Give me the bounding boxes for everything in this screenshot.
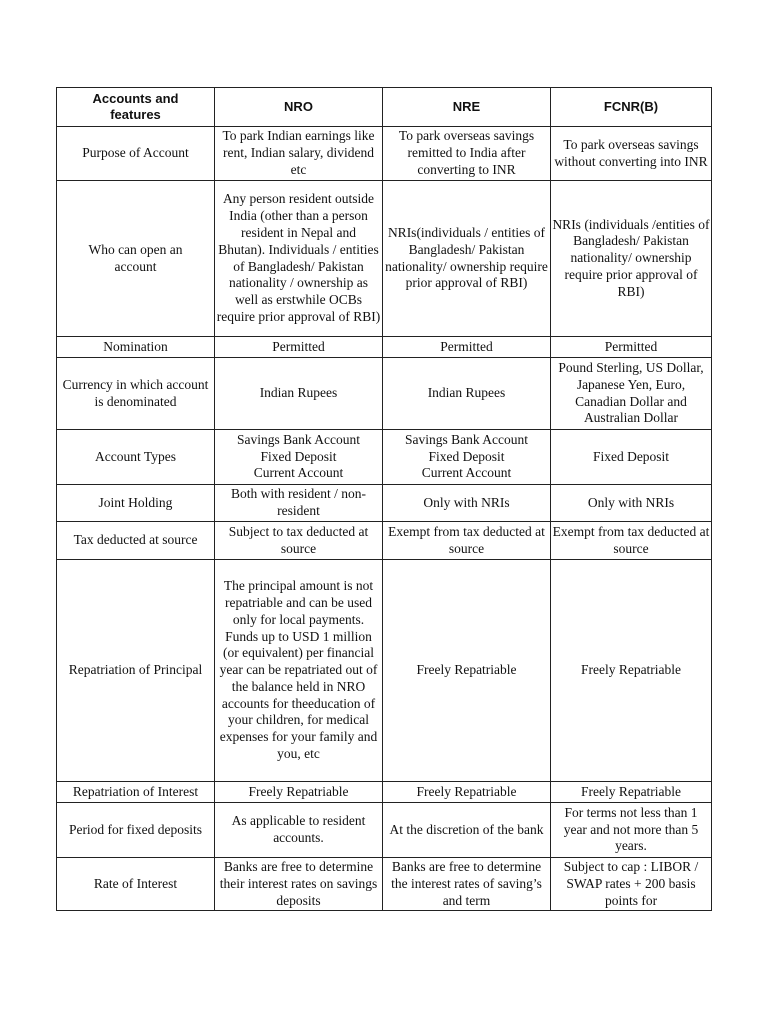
fcnr-cell: Pound Sterling, US Dollar, Japanese Yen, Euro, Canadian Dollar and Australian Dollar: [551, 358, 712, 430]
feature-cell: Tax deducted at source: [57, 522, 215, 560]
nro-cell: Both with resident / non-resident: [215, 485, 383, 522]
feature-cell: Nomination: [57, 337, 215, 358]
feature-cell: [57, 858, 215, 911]
nro-cell: Permitted: [215, 337, 383, 358]
nro-cell: [215, 858, 383, 911]
nre-cell: To park overseas savings remitted to India after converting to INR: [383, 127, 551, 181]
nro-cell: Any person resident outside India (other than a person resident in Nepal and Bhutan). Individuals / entities of Bangladesh/ Pakistan nationality / ownership as well as erstwhile OCBs require prior approval of RBI): [215, 181, 383, 337]
nro-cell: Indian Rupees: [215, 358, 383, 430]
fcnr-cell: Freely Repatriable: [551, 782, 712, 803]
nre-cell: Only with NRIs: [383, 485, 551, 522]
nre-cell: Savings Bank Account Fixed Deposit Current Account: [383, 430, 551, 485]
table-row: [57, 127, 712, 181]
nre-cell: Indian Rupees: [383, 358, 551, 430]
fcnr-cell: NRIs (individuals /entities of Bangladesh/ Pakistan nationality/ ownership require prior approval of RBI): [551, 181, 712, 337]
fcnr-cell: To park overseas savings without converting into INR: [551, 127, 712, 181]
feature-cell: Period for fixed deposits: [57, 803, 215, 858]
table-row: [57, 337, 712, 358]
fcnr-cell: Fixed Deposit: [551, 430, 712, 485]
feature-text: Rate of Interest: [93, 875, 178, 891]
table-row: [57, 358, 712, 430]
fcnr-cell: Freely Repatriable: [551, 560, 712, 782]
feature-cell: Purpose of Account: [57, 127, 215, 181]
nro-cell: The principal amount is not repatriable and can be used only for local payments. Funds up to USD 1 million (or equivalent) per financial year can be repatriated out of the balance held in NRO accounts for theeducation of your children, for medical expenses for your family and you, etc: [215, 560, 383, 782]
nre-cell: Freely Repatriable: [383, 560, 551, 782]
table-row: [57, 522, 712, 560]
nre-text: Banks are free to determine the interest rates of saving’s and term: [391, 859, 542, 908]
feature-cell: Currency in which account is denominated: [57, 358, 215, 430]
nre-cell: Exempt from tax deducted at source: [383, 522, 551, 560]
table-row: [57, 803, 712, 858]
nro-cell: As applicable to resident accounts.: [215, 803, 383, 858]
feature-cell: Joint Holding: [57, 485, 215, 522]
nro-cell: To park Indian earnings like rent, Indian salary, dividend etc: [215, 127, 383, 181]
header-nre: NRE: [383, 88, 551, 127]
nro-text: Banks are free to determine their interest rates on savings deposits: [219, 859, 378, 908]
header-features: Accounts and features: [57, 88, 215, 127]
feature-cell: Repatriation of Principal: [57, 560, 215, 782]
table-row: [57, 858, 712, 911]
table-row: [57, 782, 712, 803]
fcnr-cell: Permitted: [551, 337, 712, 358]
nre-cell: Permitted: [383, 337, 551, 358]
header-fcnr: FCNR(B): [551, 88, 712, 127]
nre-cell: [383, 858, 551, 911]
nro-cell: Freely Repatriable: [215, 782, 383, 803]
nro-cell: Subject to tax deducted at source: [215, 522, 383, 560]
feature-cell: Who can open an account: [57, 181, 215, 337]
fcnr-cell: Only with NRIs: [551, 485, 712, 522]
feature-cell: Repatriation of Interest: [57, 782, 215, 803]
nre-cell: NRIs(individuals / entities of Bangladesh/ Pakistan nationality/ ownership require prior approval of RBI): [383, 181, 551, 337]
fcnr-cell: Exempt from tax deducted at source: [551, 522, 712, 560]
header-nro: NRO: [215, 88, 383, 127]
nro-cell: Savings Bank Account Fixed Deposit Current Account: [215, 430, 383, 485]
nre-cell: Freely Repatriable: [383, 782, 551, 803]
table-row: [57, 430, 712, 485]
feature-cell: Account Types: [57, 430, 215, 485]
nre-cell: At the discretion of the bank: [383, 803, 551, 858]
account-comparison-table: [56, 87, 712, 911]
table-row: [57, 560, 712, 782]
table-row: [57, 485, 712, 522]
fcnr-text: Subject to cap : LIBOR / SWAP rates + 200 basis points for: [563, 859, 699, 908]
fcnr-cell: For terms not less than 1 year and not more than 5 years.: [551, 803, 712, 858]
header-row: [57, 88, 712, 127]
fcnr-cell: [551, 858, 712, 911]
table-row: [57, 181, 712, 337]
